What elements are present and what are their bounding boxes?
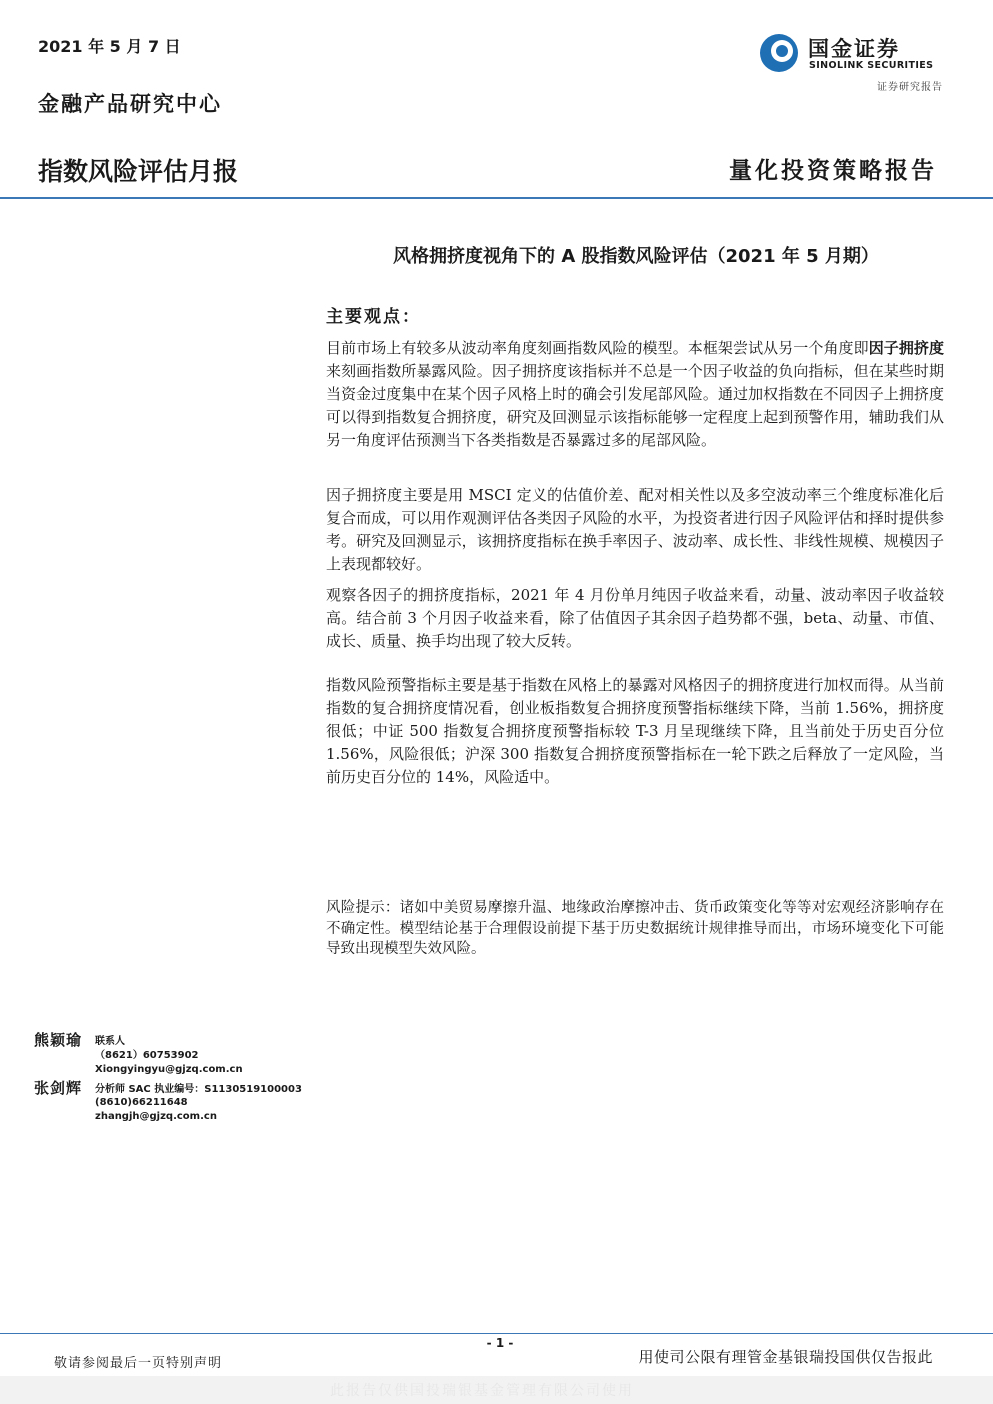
analyst-2-role: 分析师 SAC 执业编号：S1130519100003: [95, 1084, 302, 1095]
risk-notice: 风险提示：诸如中美贸易摩擦升温、地缘政治摩擦冲击、货币政策变化等等对宏观经济影响存在不确定性。模型结论基于合理假设前提下基于历史数据统计规律推导而出，市场环境变化下可能导致出现模型失效风险。: [326, 900, 944, 957]
logo-name-en: SINOLINK SECURITIES: [809, 60, 934, 71]
key-points-heading: 主要观点：: [326, 307, 421, 327]
paragraph-1-post: 来刻画指数所暴露风险。因子拥挤度该指标并不总是一个因子收益的负向指标，但在某些时期当资金过度集中在某个因子风格上时的确会引发尾部风险。通过加权指数在不同因子上拥挤度可以得到指数复合拥挤度，研究及回测显示该指标能够一定程度上起到预警作用，辅助我们从另一角度评估预测当下各类指数是否暴露过多的尾部风险。: [326, 362, 944, 449]
paragraph-4: 指数风险预警指标主要是基于指数在风格上的暴露对风格因子的拥挤度进行加权而得。从当前指数的复合拥挤度情况看，创业板指数复合拥挤度预警指标继续下降，当前 1.56%，拥挤度很低；中证 500 指数复合拥挤度预警指标较 T-3 月呈现继续下降，且当前处于历史百分位 1.56%，风险很低；沪深 300 指数复合拥挤度预警指标在一轮下跌之后释放了一定风险，当前历史百分位的 14%，风险适中。: [326, 676, 944, 786]
logo-subtitle: 证券研究报告: [877, 82, 943, 93]
analyst-1-phone: （8621）60753902: [95, 1050, 199, 1061]
sinolink-logo-icon: [758, 32, 800, 74]
page-number: - 1 -: [486, 1336, 514, 1350]
footer-watermark-band: [0, 1376, 993, 1404]
footer-divider: [0, 1333, 993, 1334]
analyst-2-email[interactable]: zhangjh@gjzq.com.cn: [95, 1111, 217, 1122]
department-name: 金融产品研究中心: [38, 91, 222, 116]
analyst-1-name: 熊颖瑜: [34, 1031, 83, 1049]
footer-right-text: 用使司公限有理管金基银瑞投国供仅告报此: [638, 1348, 933, 1366]
paragraph-1: [326, 337, 944, 452]
paragraph-1-bold: 因子拥挤度: [868, 339, 944, 357]
logo-name-cn: 国金证券: [808, 37, 900, 61]
report-type: 量化投资策略报告: [729, 157, 937, 184]
header-divider: [0, 197, 993, 199]
analyst-1-role: 联系人: [95, 1036, 125, 1047]
paragraph-1-pre: 目前市场上有较多从波动率角度刻画指数风险的模型。本框架尝试从另一个角度即: [326, 339, 869, 357]
report-date: 2021 年 5 月 7 日: [38, 37, 181, 56]
paragraph-3: 观察各因子的拥挤度指标，2021 年 4 月份单月纯因子收益来看，动量、波动率因子收益较高。结合前 3 个月因子收益来看，除了估值因子其余因子趋势都不强，beta、动量、市值、成长、质量、换手均出现了较大反转。: [326, 586, 944, 650]
report-series-title: 指数风险评估月报: [38, 157, 239, 186]
analyst-2-name: 张剑辉: [34, 1079, 83, 1097]
footer-watermark-text: 此报告仅供国投瑞银基金管理有限公司使用: [330, 1383, 634, 1399]
main-title: 风格拥挤度视角下的 A 股指数风险评估（2021 年 5 月期）: [393, 246, 879, 267]
footer-disclaimer: 敬请参阅最后一页特别声明: [54, 1356, 223, 1371]
paragraph-2: 因子拥挤度主要是用 MSCI 定义的估值价差、配对相关性以及多空波动率三个维度标准化后复合而成，可以用作观测评估各类因子风险的水平，为投资者进行因子风险评估和择时提供参考。研究及回测显示，该拥挤度指标在换手率因子、波动率、成长性、非线性规模、规模因子上表现都较好。: [326, 486, 944, 573]
company-logo: [758, 30, 948, 78]
analyst-1-email[interactable]: Xiongyingyu@gjzq.com.cn: [95, 1064, 243, 1075]
analyst-2-phone: (8610)66211648: [95, 1097, 188, 1108]
